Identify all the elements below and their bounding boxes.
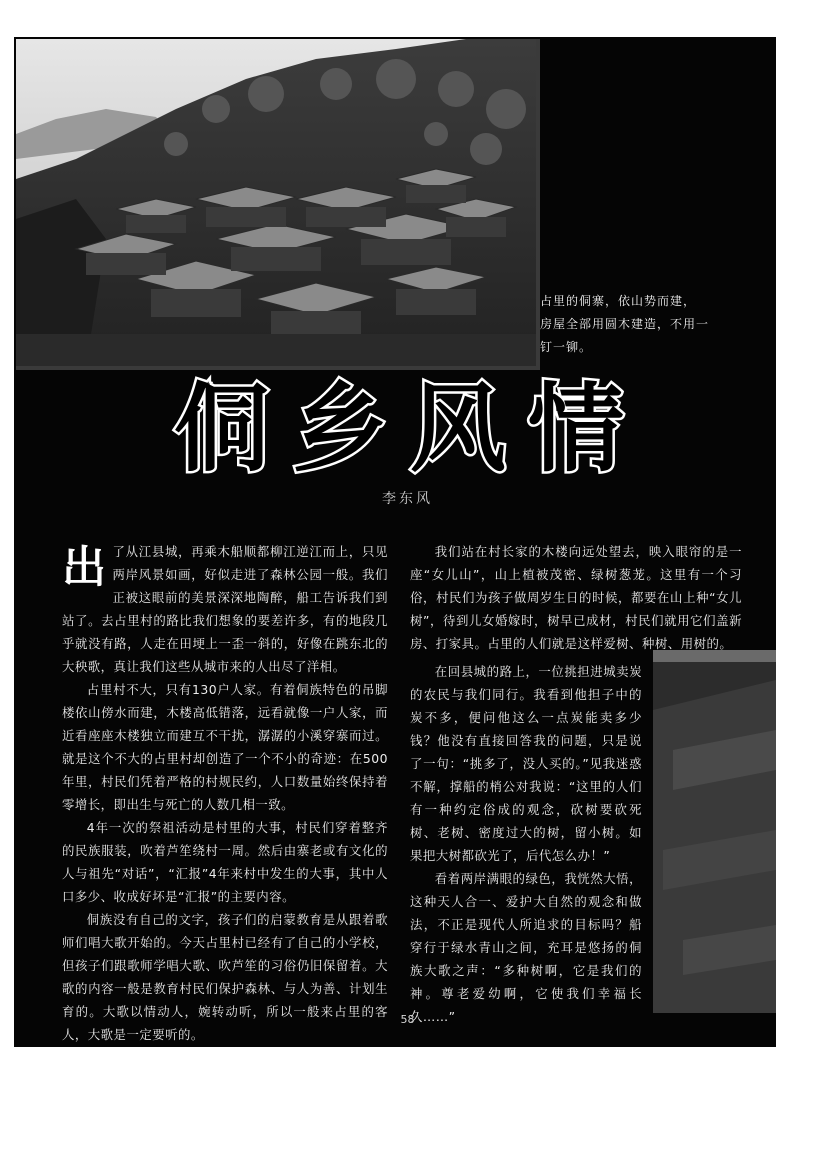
column-right-bottom [410, 660, 642, 1028]
photo-caption [540, 290, 730, 359]
title-text: 侗乡风情 [174, 373, 646, 482]
paragraph: 侗族没有自己的文字，孩子们的启蒙教育是从跟着歌师们唱大歌开始的。今天占里村已经有了自己的小学校，但孩子们跟歌师学唱大歌、吹芦笙的习俗仍旧保留着。大歌的内容一般是教育村民们保护森林、与人为善、计划生育的。大歌以情动人，婉转动听，所以一般来占里的客人，大歌是一定要听的。 [62, 912, 388, 1042]
paragraph: 4年一次的祭祖活动是村里的大事，村民们穿着整齐的民族服装，吹着芦笙绕村一周。然后由寨老或有文化的人与祖先“对话”，“汇报”4年来村中发生的大事，其中人口多少、收成好坏是“汇报”的主要内容。 [62, 820, 388, 904]
side-photo [653, 650, 776, 1013]
column-right-top [410, 540, 742, 655]
caption-line: 钉一铆。 [540, 340, 593, 354]
paragraph: 在回县城的路上，一位挑担进城卖炭的农民与我们同行。我看到他担子中的炭不多，便问他这么一点炭能卖多少钱？他没有直接回答我的问题，只是说了一句：“挑多了，没人买的。”见我迷惑不解，撑船的梢公对我说：“这里的人们有一种约定俗成的观念，砍树要砍死树、老树、密度过大的树，留小树。如果把大树都砍光了，后代怎么办！” [410, 664, 642, 863]
paragraph: 占里村不大，只有130户人家。有着侗族特色的吊脚楼依山傍水而建，木楼高低错落，远看就像一户人家，而近看座座木楼独立而建互不干扰，潺潺的小溪穿寨而过。就是这个不大的占里村却创造了一个不小的奇迹：在500年里，村民们凭着严格的村规民约，人口数量始终保持着零增长，即出生与死亡的人数几相一致。 [62, 682, 388, 812]
author-name: 李东风 [382, 491, 433, 507]
page-number: 58 [400, 1013, 415, 1026]
village-photo [16, 39, 540, 370]
article-title [150, 372, 670, 482]
column-left [62, 540, 388, 1046]
caption-line: 房屋全部用圆木建造，不用一 [540, 317, 710, 331]
paragraph: 看着两岸满眼的绿色，我恍然大悟，这种天人合一、爱护大自然的观念和做法，不正是现代人所追求的目标吗？船穿行于绿水青山之间，充耳是悠扬的侗族大歌之声：“多种树啊，它是我们的神。尊老爱幼啊，它使我们幸福长久……” [410, 871, 642, 1024]
paragraph: 我们站在村长家的木楼向远处望去，映入眼帘的是一座“女儿山”，山上植被茂密、绿树葱茏。这里有一个习俗，村民们为孩子做周岁生日的时候，都要在山上种“女儿树”，待到儿女婚嫁时，树早已成材，村民们就用它们盖新房、打家具。占里的人们就是这样爱树、种树、用树的。 [410, 544, 742, 651]
paragraph [62, 540, 388, 678]
drop-cap: 出 [62, 542, 107, 593]
paragraph-text: 了从江县城，再乘木船顺都柳江逆江而上，只见两岸风景如画，好似走进了森林公园一般。我们正被这眼前的美景深深地陶醉，船工告诉我们到站了。去占里村的路比我们想象的要差许多，有的地段几乎就没有路，人走在田埂上一歪一斜的，好像在跳东北的大秧歌，真让我们这些从城市来的人出尽了洋相。 [62, 544, 388, 674]
caption-line: 占里的侗寨，依山势而建， [540, 294, 697, 308]
